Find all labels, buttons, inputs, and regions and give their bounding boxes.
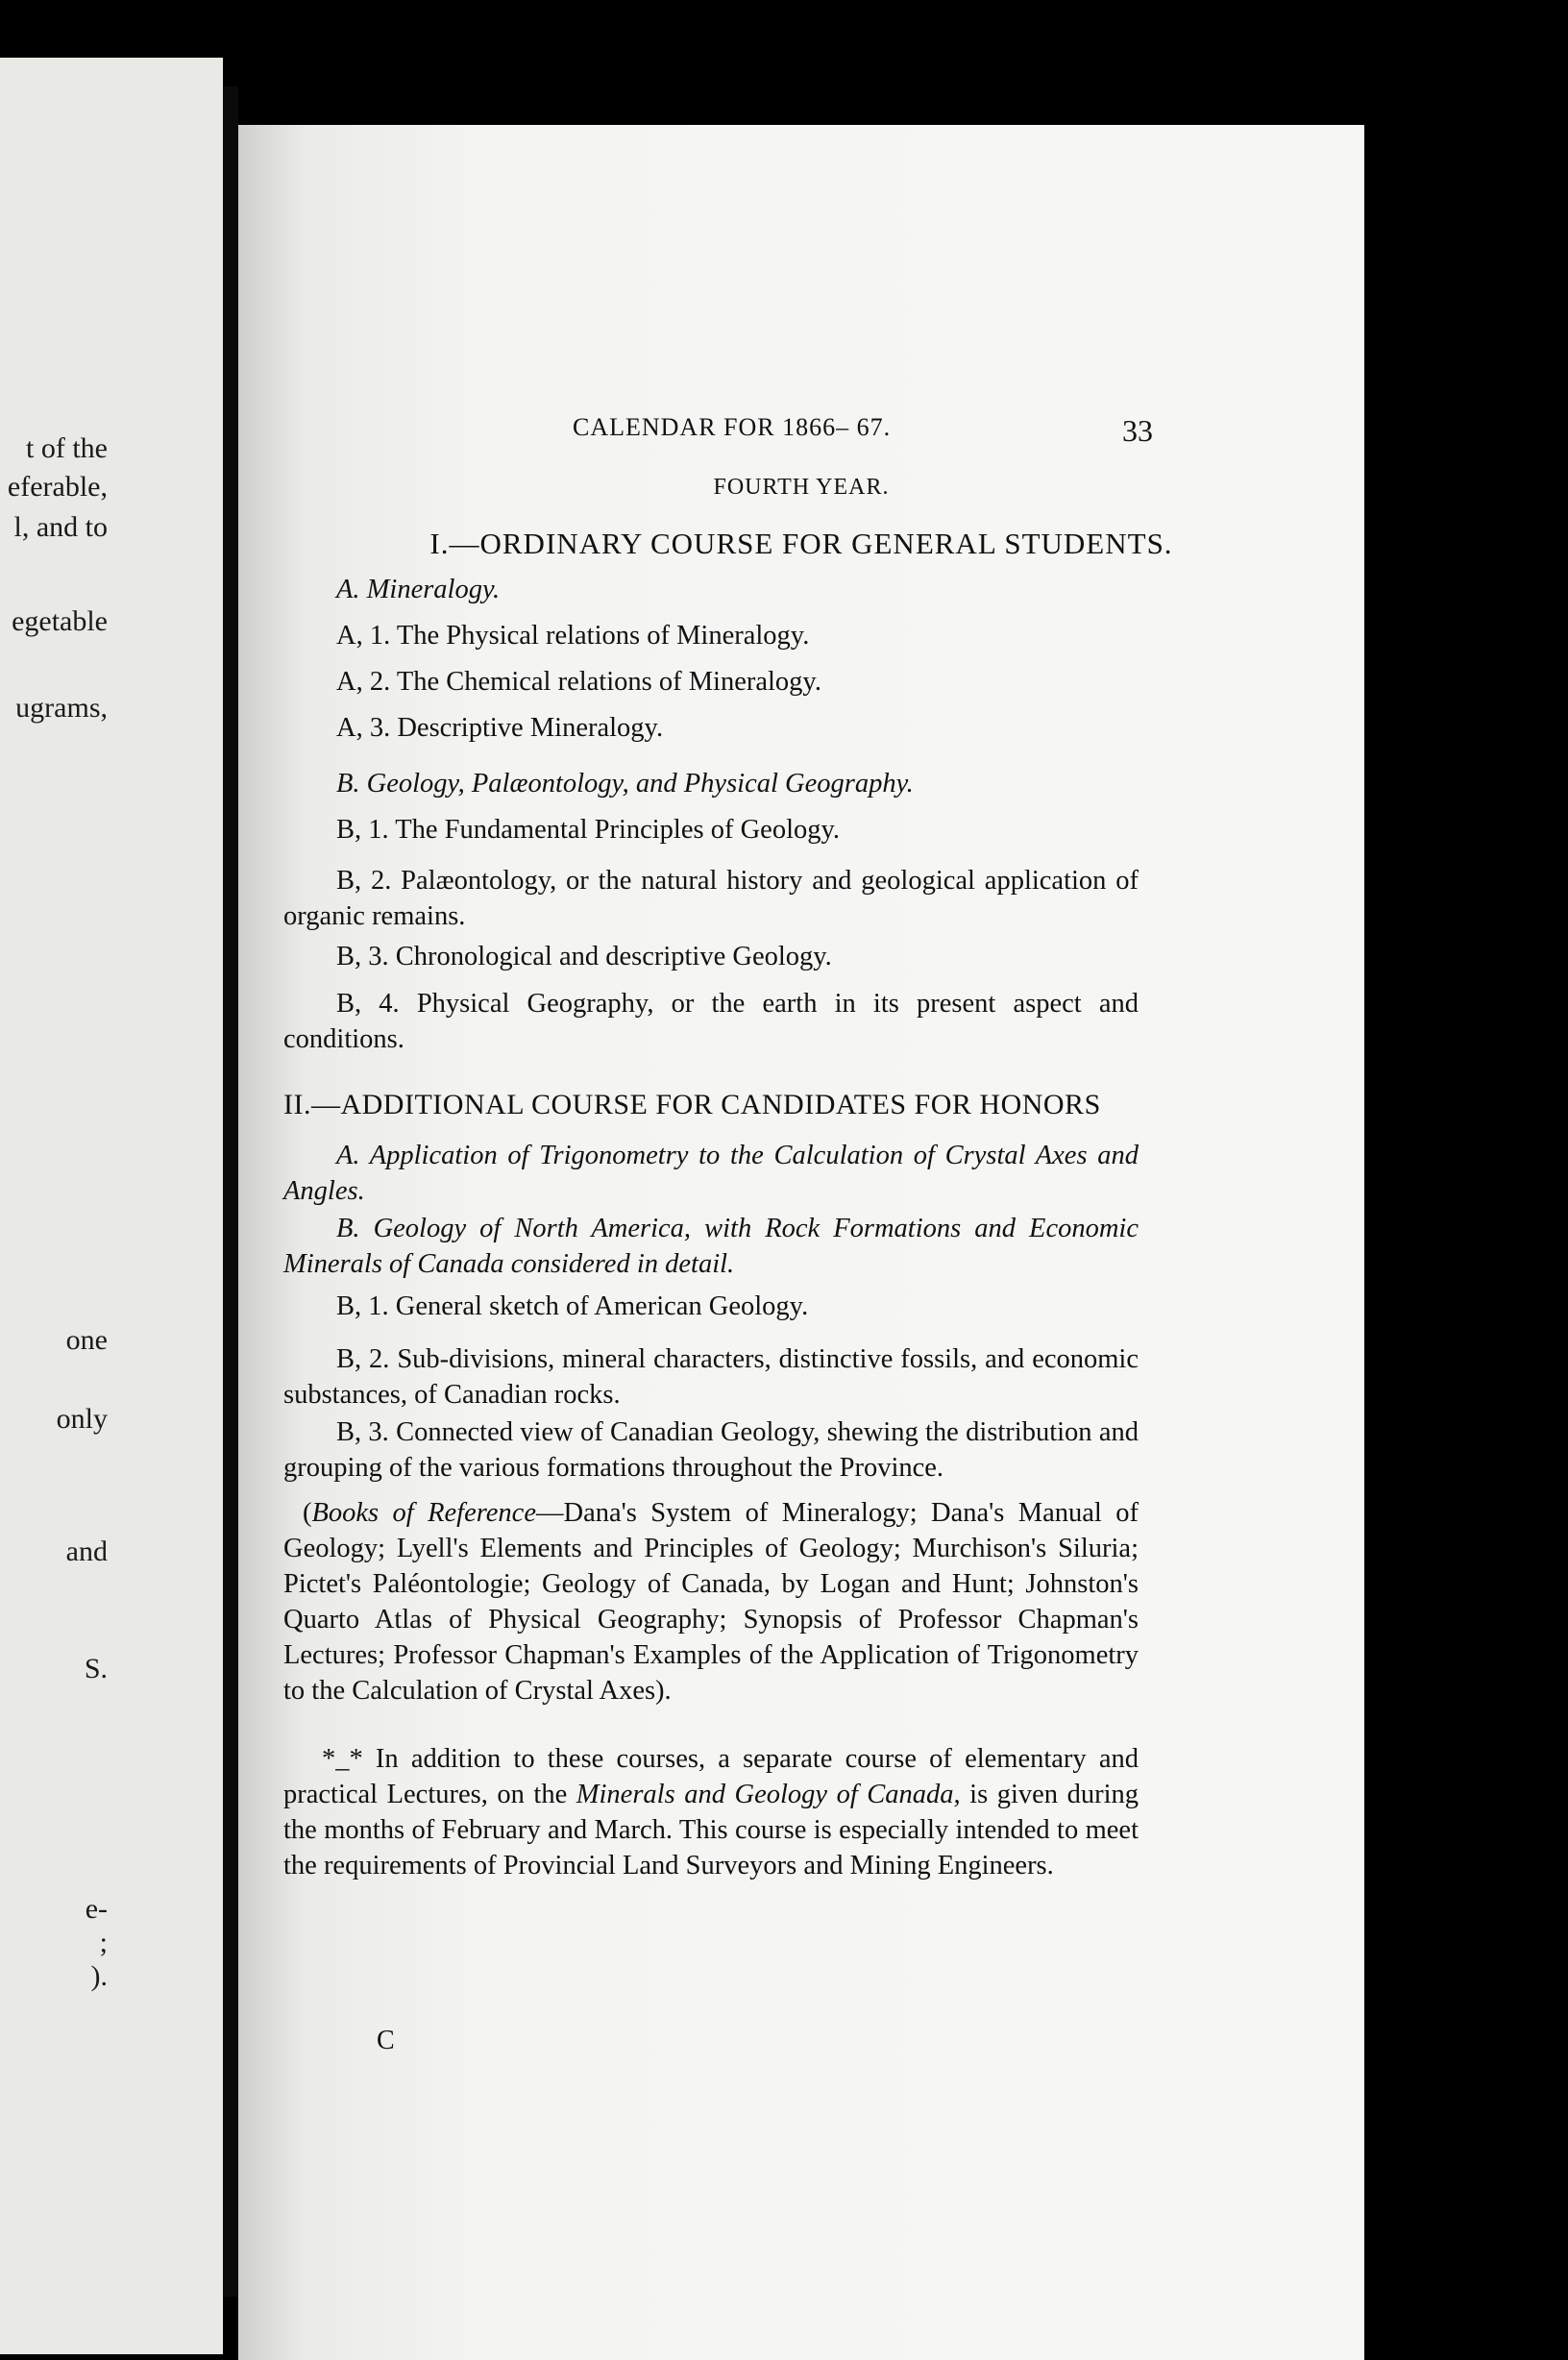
left-fragment: egetable: [12, 605, 108, 637]
list-item: B, 1. General sketch of American Geology.: [336, 1291, 809, 1321]
section-b-heading: B. Geology, Palæontology, and Physical Geography.: [336, 769, 914, 799]
note-italic: Minerals and Geology of Canada,: [576, 1780, 961, 1810]
left-fragment: only: [56, 1403, 108, 1435]
books-text: —Dana's System of Mineralogy; Dana's Manual of Geology; Lyell's Elements and Principles of Geology; Murchison's Siluria; Pictet's Paléontologie; Geology of Canada, by Logan and Hunt; Johnston's Quarto Atlas of Physical Geography; Synopsis of Professor Chapman's Lectures; Professor Chapman's Examples of the Application of Trigonometry to the Calculation of Crystal Axes).: [283, 1498, 1139, 1707]
books-label: Books of Reference: [311, 1498, 536, 1528]
running-title: CALENDAR FOR 1866– 67.: [573, 413, 892, 441]
left-fragment: one: [65, 1324, 108, 1356]
list-item: A, 3. Descriptive Mineralogy.: [336, 713, 664, 743]
left-fragment: eferable,: [7, 471, 108, 503]
ordinary-course-title: I.—ORDINARY COURSE FOR GENERAL STUDENTS.: [429, 527, 1173, 560]
left-fragment: S.: [84, 1653, 108, 1684]
page-number: 33: [1122, 413, 1153, 448]
signature-mark: C: [377, 2026, 395, 2055]
note-mark: *_*: [322, 1744, 363, 1774]
list-item: B, 2. Palæontology, or the natural history and geological application of organic remains.: [283, 866, 1139, 932]
left-fragment: e-: [85, 1893, 108, 1925]
left-fragment: ;: [99, 1927, 108, 1958]
additional-note: [283, 1741, 1139, 1883]
honors-section-b: B. Geology of North America, with Rock Formations and Economic Minerals of Canada considered in detail.: [283, 1214, 1139, 1280]
left-fragment: and: [65, 1536, 108, 1567]
left-fragment: ).: [90, 1960, 108, 1992]
list-item: A, 1. The Physical relations of Mineralogy.: [336, 621, 810, 651]
year-heading: FOURTH YEAR.: [713, 475, 890, 500]
left-fragment: ugrams,: [15, 692, 108, 724]
left-fragment: l, and to: [13, 511, 108, 543]
note-text-after: is given during the months of February and March. This course is especially intended to meet the requirements of Provincial Land Surveyors and Mining Engineers.: [283, 1780, 1139, 1881]
list-item: B, 1. The Fundamental Principles of Geology.: [336, 815, 841, 845]
list-item: A, 2. The Chemical relations of Mineralogy.: [336, 667, 821, 697]
book-spine: [223, 86, 238, 2297]
left-page-edge: [0, 58, 223, 2354]
section-a-heading: A. Mineralogy.: [336, 575, 501, 604]
note-text-before: In addition to these courses, a separate course of elementary and practical Lectures, on the: [283, 1744, 1139, 1810]
books-of-reference: (Books of Reference—Dana's System of Mineralogy; Dana's Manual of Geology; Lyell's Elements and Principles of Geology; Murchison's Siluria; Pictet's Paléontologie; Geology of Canada, by Logan and Hunt; Johnston's Quarto Atlas of Physical Geography; Synopsis of Professor Chapman's Lectures; Professor Chapman's Examples of the Application of Trigonometry to the Calculation of Crystal Axes).: [283, 1498, 1139, 1707]
list-item: B, 3. Connected view of Canadian Geology, shewing the distribution and grouping of the various formations throughout the Province.: [283, 1417, 1139, 1484]
list-item: B, 3. Chronological and descriptive Geology.: [336, 942, 832, 971]
honors-section-a: A. Application of Trigonometry to the Calculation of Crystal Axes and Angles.: [283, 1141, 1139, 1207]
list-item: B, 2. Sub-divisions, mineral characters, distinctive fossils, and economic substances, of Canadian rocks.: [283, 1344, 1139, 1411]
list-item: B, 4. Physical Geography, or the earth in its present aspect and conditions.: [283, 989, 1139, 1055]
honors-course-title: II.—ADDITIONAL COURSE FOR CANDIDATES FOR HONORS: [283, 1089, 1101, 1120]
left-fragment: t of the: [26, 432, 108, 464]
